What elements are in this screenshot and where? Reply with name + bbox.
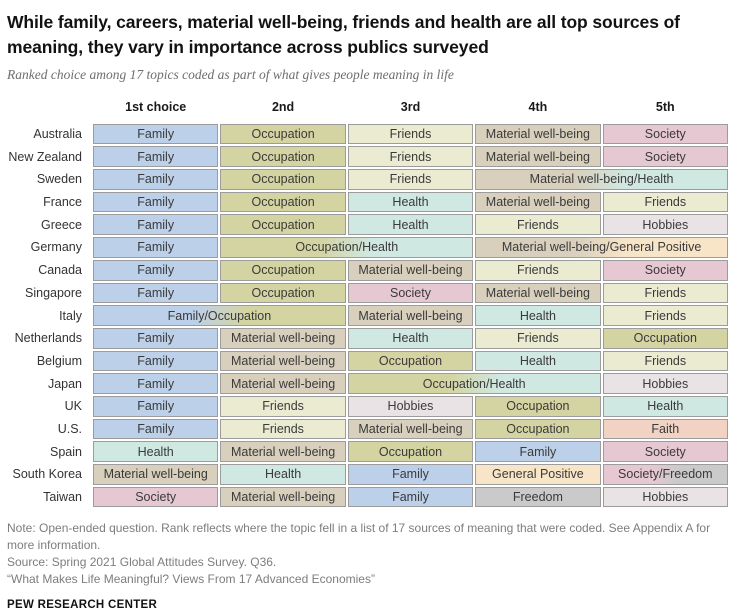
- brand-logo: PEW RESEARCH CENTER: [7, 598, 158, 611]
- rank-cell: Family: [348, 487, 473, 508]
- country-label: France: [43, 195, 82, 210]
- rank-cell: Society: [603, 441, 728, 462]
- rank-cell: Occupation: [475, 419, 600, 440]
- column-header-row: [7, 99, 728, 115]
- rank-cell: Friends: [475, 260, 600, 281]
- rank-cell: Family: [93, 169, 218, 190]
- rank-cell: Society: [603, 260, 728, 281]
- rank-cell: Friends: [220, 396, 345, 417]
- table-row: [7, 237, 728, 258]
- rank-cell: Material well-being: [475, 146, 600, 167]
- rank-cell: Occupation: [220, 124, 345, 145]
- rank-cell: Friends: [220, 419, 345, 440]
- table-row: [7, 487, 728, 508]
- table-row: [7, 260, 728, 281]
- table-row: [7, 214, 728, 235]
- country-label: Sweden: [36, 172, 82, 187]
- rank-cell: Family: [93, 328, 218, 349]
- column-header: 4th: [528, 99, 548, 114]
- rank-cell: Family: [348, 464, 473, 485]
- rank-cell: Friends: [348, 169, 473, 190]
- column-header: 5th: [655, 99, 675, 114]
- rank-cell: Health: [348, 192, 473, 213]
- table-row: [7, 396, 728, 417]
- table-row: [7, 328, 728, 349]
- country-label: Japan: [47, 376, 82, 391]
- rank-cell: Family: [475, 441, 600, 462]
- rank-cell: Society: [603, 124, 728, 145]
- rank-cell: Health: [348, 214, 473, 235]
- rank-cell: Occupation: [220, 146, 345, 167]
- rank-cell: Material well-being: [93, 464, 218, 485]
- rank-cell: Material well-being: [475, 124, 600, 145]
- rank-cell: Family: [93, 373, 218, 394]
- rank-cell: Hobbies: [348, 396, 473, 417]
- rank-cell: Material well-being: [220, 373, 345, 394]
- rank-cell: Family: [93, 419, 218, 440]
- source-text: Source: Spring 2021 Global Attitudes Survey. Q36.: [7, 554, 277, 569]
- rank-cell: Material well-being: [220, 441, 345, 462]
- rank-cell: Health: [475, 305, 600, 326]
- rank-cell: Friends: [603, 305, 728, 326]
- rank-cell: Material well-being: [220, 351, 345, 372]
- rank-cell: Society/Freedom: [603, 464, 728, 485]
- rank-cell: Health: [93, 441, 218, 462]
- rank-cell: Family: [93, 214, 218, 235]
- country-label: UK: [64, 399, 82, 414]
- rank-cell: Occupation: [348, 441, 473, 462]
- country-label: New Zealand: [8, 149, 82, 164]
- rank-cell: Material well-being: [348, 419, 473, 440]
- rank-cell: Family: [93, 396, 218, 417]
- rank-cell: Family: [93, 146, 218, 167]
- rank-cell: Family/Occupation: [93, 305, 346, 326]
- rank-cell: Occupation: [603, 328, 728, 349]
- table-row: [7, 464, 728, 485]
- column-header: 3rd: [400, 99, 421, 114]
- chart-title: While family, careers, material well-being, friends and health are all top sources of meaning, they vary in importance across publics surveyed: [7, 12, 680, 57]
- rank-cell: Friends: [348, 124, 473, 145]
- rank-cell: Health: [475, 351, 600, 372]
- rank-cell: Material well-being: [475, 283, 600, 304]
- citation-text: “What Makes Life Meaningful? Views From 17 Advanced Economies”: [7, 571, 375, 586]
- rank-cell: Health: [603, 396, 728, 417]
- rank-cell: Material well-being/Health: [475, 169, 728, 190]
- rank-cell: Friends: [603, 351, 728, 372]
- chart-footer: [7, 520, 727, 610]
- country-label: Italy: [59, 308, 82, 323]
- note-text: Note: Open-ended question. Rank reflects where the topic fell in a list of 17 sources of meaning that were coded. See Appendix A for more information.: [7, 521, 711, 553]
- rank-cell: Health: [348, 328, 473, 349]
- rank-cell: Material well-being: [475, 192, 600, 213]
- rank-cell: Hobbies: [603, 487, 728, 508]
- table-row: [7, 169, 728, 190]
- rank-cell: Material well-being: [220, 328, 345, 349]
- rank-cell: Occupation: [475, 396, 600, 417]
- rank-cell: Occupation: [348, 351, 473, 372]
- rank-cell: Family: [93, 283, 218, 304]
- rank-cell: General Positive: [475, 464, 600, 485]
- rank-cell: Friends: [348, 146, 473, 167]
- chart-subtitle: Ranked choice among 17 topics coded as part of what gives people meaning in life: [7, 66, 454, 82]
- rank-cell: Material well-being: [220, 487, 345, 508]
- country-label: Singapore: [25, 285, 82, 300]
- country-label: Germany: [30, 240, 82, 255]
- country-label: Netherlands: [14, 331, 82, 346]
- country-label: Belgium: [36, 353, 82, 368]
- column-header: 2nd: [271, 99, 295, 114]
- table-row: [7, 373, 728, 394]
- rank-cell: Occupation/Health: [220, 237, 473, 258]
- rank-cell: Material well-being: [348, 260, 473, 281]
- rank-cell: Occupation: [220, 260, 345, 281]
- rank-cell: Material well-being: [348, 305, 473, 326]
- ranking-table: [7, 99, 728, 508]
- rank-cell: Family: [93, 351, 218, 372]
- rank-cell: Occupation: [220, 169, 345, 190]
- rank-cell: Material well-being/General Positive: [475, 237, 728, 258]
- rank-cell: Health: [220, 464, 345, 485]
- country-label: Canada: [38, 263, 82, 278]
- rank-cell: Hobbies: [603, 214, 728, 235]
- rank-cell: Hobbies: [603, 373, 728, 394]
- country-label: Taiwan: [43, 490, 82, 505]
- table-row: [7, 146, 728, 167]
- country-label: Spain: [50, 444, 82, 459]
- rank-cell: Friends: [475, 214, 600, 235]
- country-label: U.S.: [57, 421, 82, 436]
- rank-cell: Friends: [603, 192, 728, 213]
- rank-cell: Society: [348, 283, 473, 304]
- table-row: [7, 305, 728, 326]
- rank-cell: Society: [93, 487, 218, 508]
- rank-cell: Family: [93, 260, 218, 281]
- table-row: [7, 419, 728, 440]
- table-row: [7, 283, 728, 304]
- rank-cell: Friends: [603, 283, 728, 304]
- rank-cell: Freedom: [475, 487, 600, 508]
- rank-cell: Occupation: [220, 283, 345, 304]
- table-body: [7, 124, 728, 508]
- country-label: South Korea: [12, 467, 82, 482]
- rank-cell: Occupation: [220, 192, 345, 213]
- rank-cell: Friends: [475, 328, 600, 349]
- country-label: Australia: [33, 127, 82, 142]
- table-row: [7, 441, 728, 462]
- table-row: [7, 192, 728, 213]
- table-row: [7, 351, 728, 372]
- rank-cell: Family: [93, 237, 218, 258]
- rank-cell: Family: [93, 124, 218, 145]
- column-header: 1st choice: [125, 99, 187, 114]
- rank-cell: Occupation/Health: [348, 373, 601, 394]
- rank-cell: Occupation: [220, 214, 345, 235]
- country-label: Greece: [41, 217, 82, 232]
- rank-cell: Family: [93, 192, 218, 213]
- rank-cell: Society: [603, 146, 728, 167]
- rank-cell: Faith: [603, 419, 728, 440]
- table-row: [7, 124, 728, 145]
